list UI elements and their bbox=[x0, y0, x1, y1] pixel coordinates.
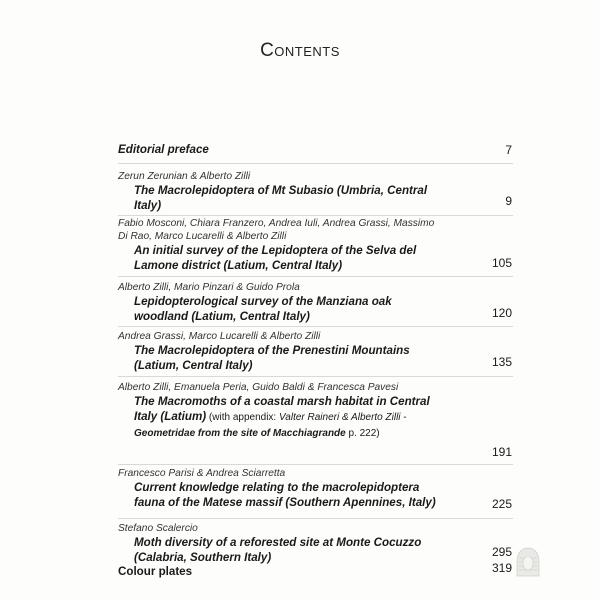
sphinx-head-logo-icon bbox=[514, 546, 542, 580]
entry-title: The Macrolepidoptera of the Prenestini Mountains (Latium, Central Italy) bbox=[134, 344, 410, 372]
entry-authors: Stefano Scalercio bbox=[118, 523, 198, 534]
entry-page: 9 bbox=[505, 194, 512, 208]
entry-authors: Andrea Grassi, Marco Lucarelli & Alberto Zilli bbox=[118, 331, 321, 342]
entry-authors: Alberto Zilli, Emanuela Peria, Guido Baldi & Francesca Pavesi bbox=[118, 382, 399, 393]
entry-authors: Francesco Parisi & Andrea Sciarretta bbox=[118, 468, 286, 479]
divider bbox=[118, 276, 513, 277]
entry-title: The Macromoths of a coastal marsh habitat in Central Italy (Latium) (with appendix: Valter Raineri & Alberto Zilli - Geometridae from the site of Macchiagrande p. 222) bbox=[134, 395, 430, 439]
preface-label[interactable]: Editorial preface bbox=[118, 143, 209, 156]
toc-entry[interactable] bbox=[118, 522, 513, 565]
plates-page: 319 bbox=[491, 561, 512, 575]
entry-title: The Macrolepidoptera of Mt Subasio (Umbria, Central Italy) bbox=[134, 184, 428, 212]
divider bbox=[118, 326, 513, 327]
entry-page: 135 bbox=[491, 355, 512, 369]
toc-entry[interactable] bbox=[118, 467, 513, 510]
entry-authors: Fabio Mosconi, Chiara Franzero, Andrea Iuli, Andrea Grassi, Massimo Di Rao, Marco Lucarelli & Alberto Zilli bbox=[118, 218, 435, 242]
divider bbox=[118, 163, 513, 164]
entry-page: 191 bbox=[491, 445, 512, 459]
entry-page: 295 bbox=[491, 545, 512, 559]
entry-authors: Zerun Zerunian & Alberto Zilli bbox=[118, 171, 251, 182]
toc-entry[interactable] bbox=[118, 217, 513, 273]
divider bbox=[118, 464, 513, 465]
entry-page: 105 bbox=[491, 256, 512, 270]
toc-entry[interactable] bbox=[118, 281, 513, 324]
divider bbox=[118, 518, 513, 519]
entry-title: Lepidopterological survey of the Manziana oak woodland (Latium, Central Italy) bbox=[134, 295, 392, 323]
toc-entry[interactable] bbox=[118, 170, 513, 213]
page-title: Contents bbox=[260, 40, 340, 61]
entry-authors: Alberto Zilli, Mario Pinzari & Guido Prola bbox=[118, 282, 300, 293]
entry-title: Current knowledge relating to the macrolepidoptera fauna of the Matese massif (Southern Apennines, Italy) bbox=[134, 481, 436, 509]
entry-title: Moth diversity of a reforested site at Monte Cocuzzo (Calabria, Southern Italy) bbox=[134, 536, 422, 564]
toc-entry[interactable] bbox=[118, 330, 513, 373]
divider bbox=[118, 376, 513, 377]
entry-page: 225 bbox=[491, 497, 512, 511]
preface-page: 7 bbox=[505, 143, 512, 157]
entry-page: 120 bbox=[491, 306, 512, 320]
divider bbox=[118, 215, 513, 216]
plates-label[interactable]: Colour plates bbox=[118, 565, 193, 578]
toc-entry[interactable] bbox=[118, 381, 513, 441]
entry-title: An initial survey of the Lepidoptera of the Selva del Lamone district (Latium, Central Italy) bbox=[134, 244, 417, 272]
